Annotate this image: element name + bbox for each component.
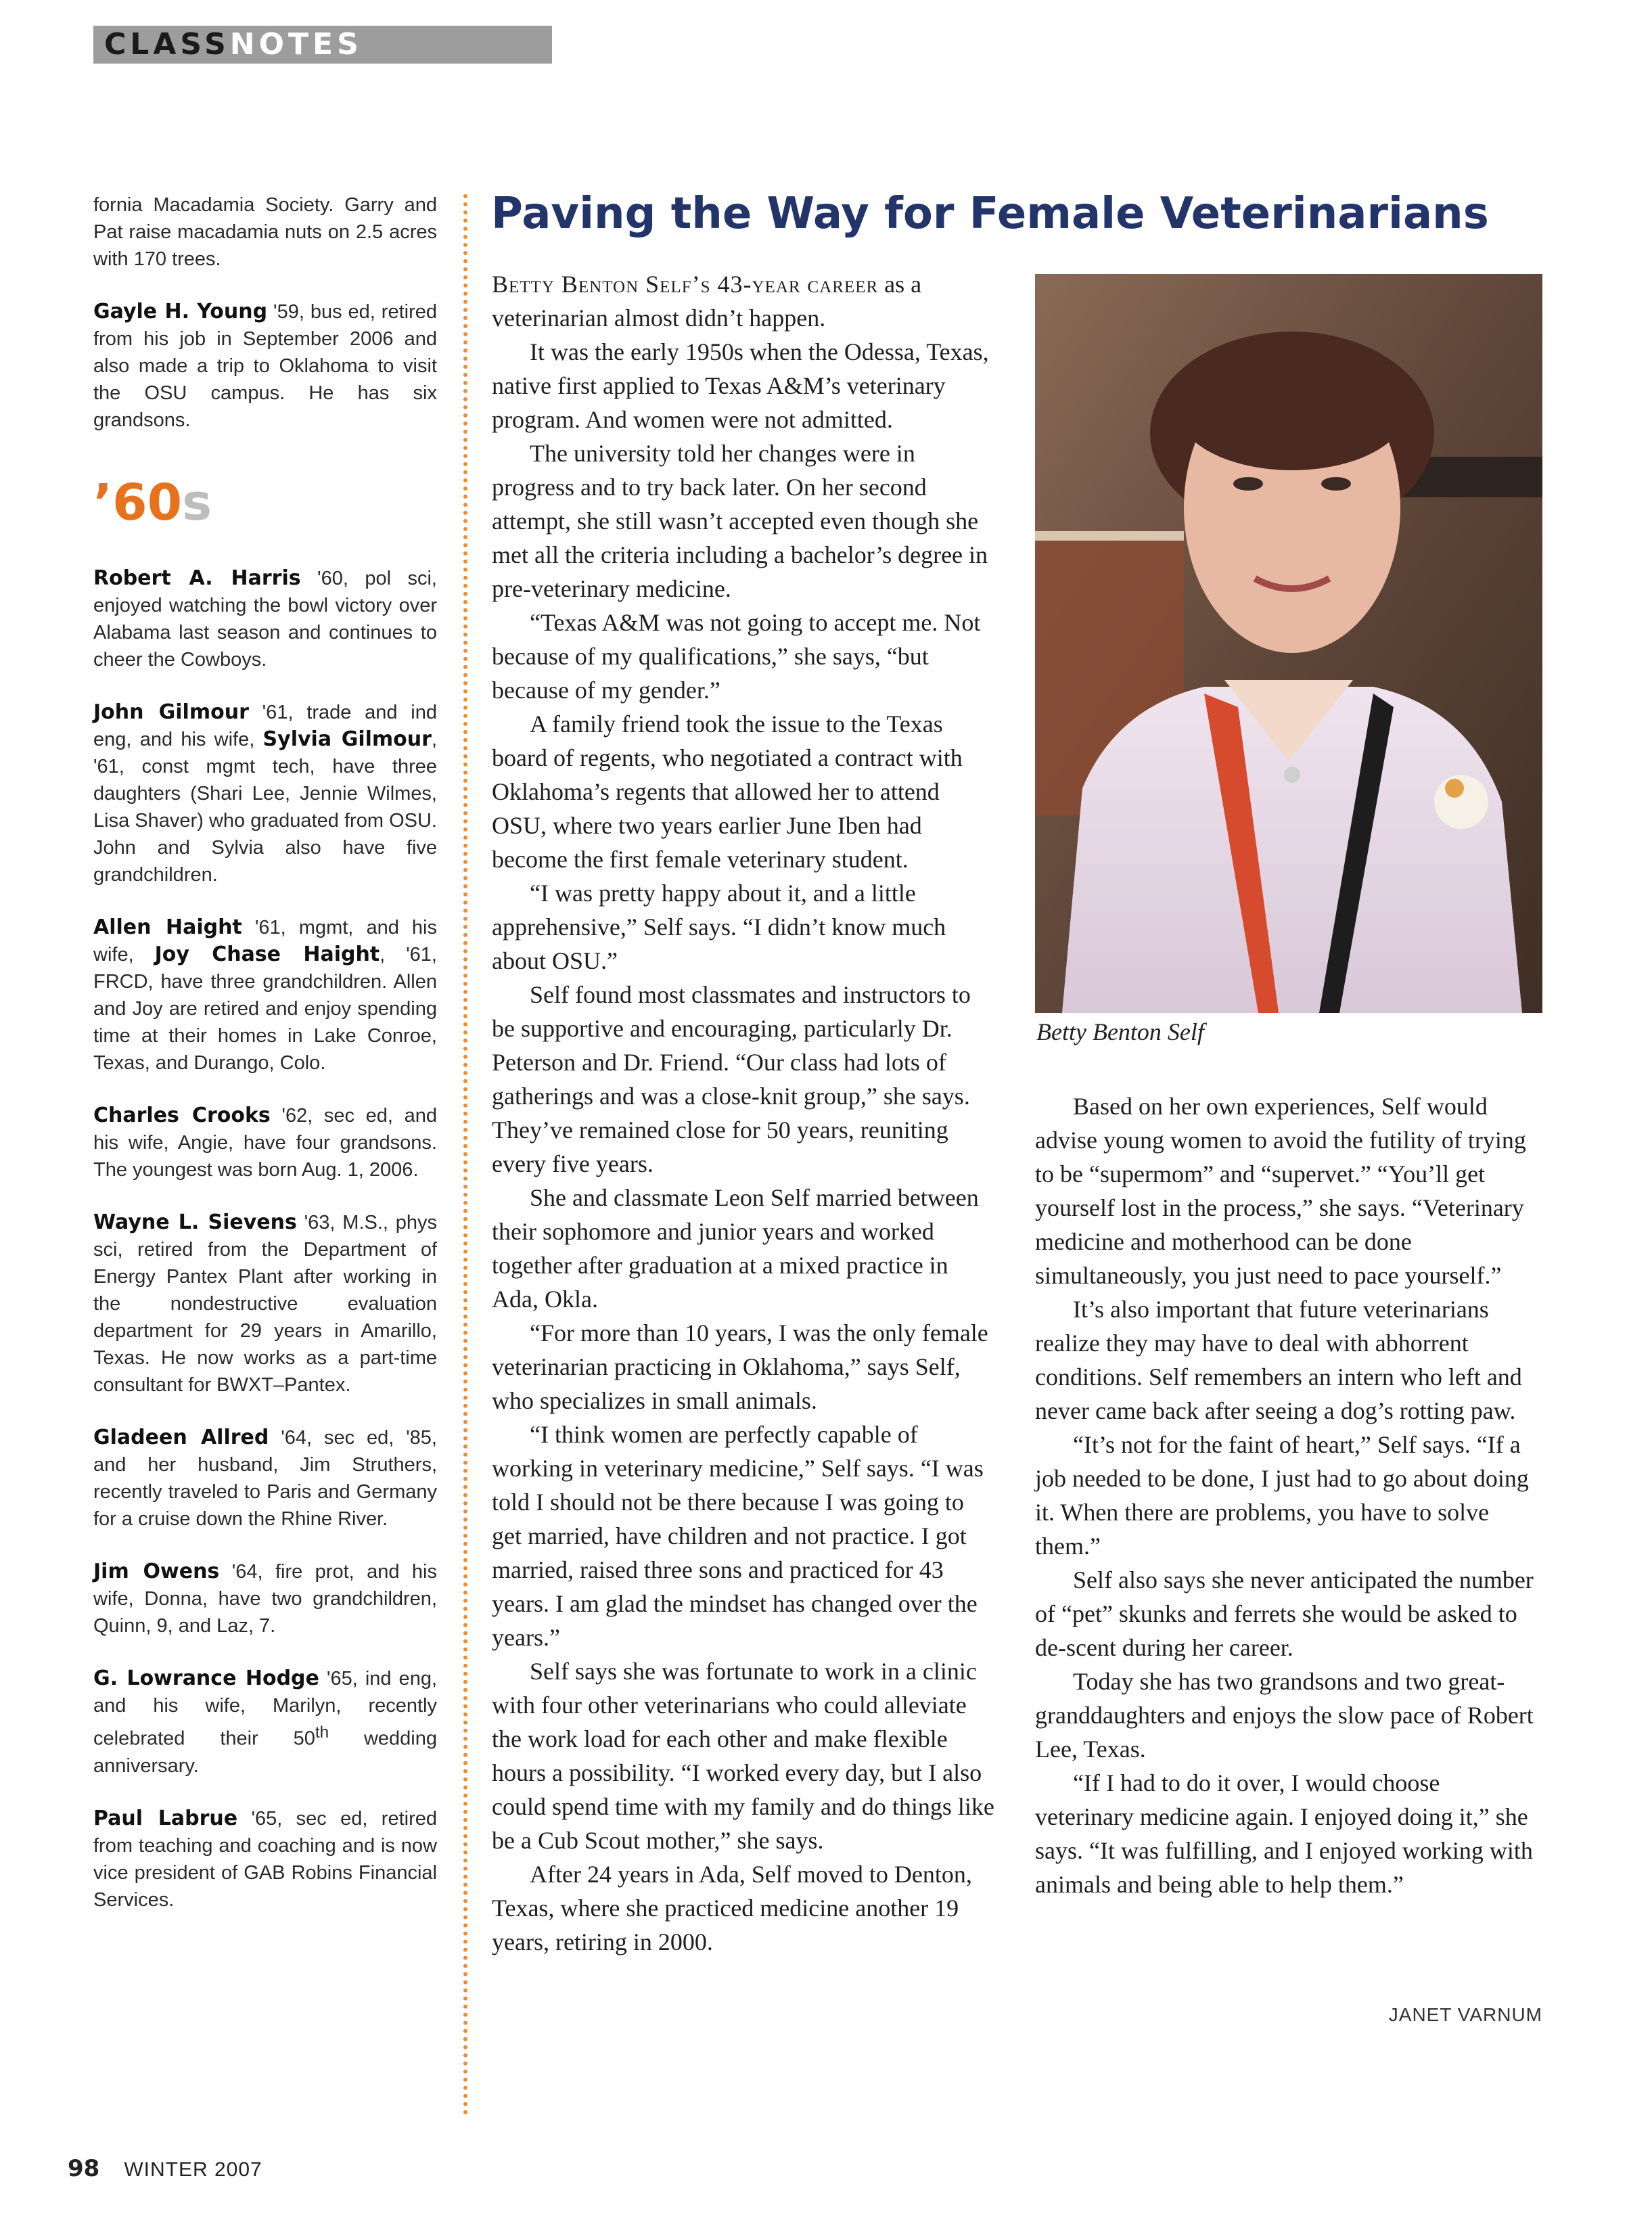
article-paragraph: It’s also important that future veterinarians realize they may have to deal with abhorrent conditions. Self remembers an intern who left and never came back after seeing a dog’s rotting paw. <box>1035 1296 1522 1424</box>
article-paragraph: After 24 years in Ada, Self moved to Denton, Texas, where she practiced medicine another 19 years, retiring in 2000. <box>492 1861 972 1955</box>
article-paragraph: “For more than 10 years, I was the only female veterinarian practicing in Oklahoma,” says Self, who specializes in small animals. <box>492 1319 988 1414</box>
article-headline: Paving the Way for Female Veterinarians <box>491 189 1489 239</box>
class-note: Gayle H. Young '59, bus ed, retired from his job in September 2006 and also made a trip to Oklahoma to visit the OSU campus. He has six grandsons. <box>93 300 437 431</box>
class-note: Charles Crooks '62, sec ed, and his wife, Angie, have four grandsons. The youngest was born Aug. 1, 2006. <box>93 1104 437 1181</box>
article-paragraph: She and classmate Leon Self married between their sophomore and junior years and worked together after graduation at a mixed practice in Ada, Okla. <box>492 1184 979 1313</box>
class-note: Robert A. Harris '60, pol sci, enjoyed watching the bowl victory over Alabama last season and continues to cheer the Cowboys. <box>93 566 437 671</box>
page-footer <box>68 2155 262 2183</box>
issue-label: WINTER 2007 <box>124 2158 262 2181</box>
article-paragraph: It was the early 1950s when the Odessa, Texas, native first applied to Texas A&M’s veterinary program. And women were not admitted. <box>492 338 989 433</box>
class-note: G. Lowrance Hodge '65, ind eng, and his wife, Marilyn, recently celebrated their 50th wedding anniversary. <box>93 1667 438 1777</box>
article-paragraph: “I think women are perfectly capable of working in veterinary medicine,” Self says. “I was told I should not be there because I was going to get married, have children and not practice. I got married, raised three sons and practiced for 43 years. I am glad the mindset has changed over the years.” <box>492 1421 984 1651</box>
class-note: Paul Labrue '65, sec ed, retired from teaching and coaching and is now vice president of GAB Robins Financial Services. <box>93 1806 437 1911</box>
article-paragraph: “If I had to do it over, I would choose veterinary medicine again. I enjoyed doing it,” she says. “It was fulfilling, and I enjoyed working with animals and being able to help them.” <box>1035 1769 1533 1898</box>
article-paragraph: Based on her own experiences, Self would advise young women to avoid the futility of trying to be “supermom” and “supervet.” “You’ll get yourself lost in the process,” she says. “Veterinary medicine and motherhood can be done simultaneously, you just need to pace yourself.” <box>1035 1093 1526 1289</box>
article-byline: JANET VARNUM <box>1388 2004 1542 2025</box>
photo-caption: Betty Benton Self <box>1036 1018 1204 1045</box>
class-note: fornia Macadamia Society. Garry and Pat raise macadamia nuts on 2.5 acres with 170 trees. <box>93 194 437 270</box>
article-paragraph: Self says she was fortunate to work in a clinic with four other veterinarians who could alleviate the work load for each other and make flexible hours a possibility. “I worked every day, but I also could spend time with my family and do things like be a Cub Scout mother,” she says. <box>492 1658 994 1854</box>
article-paragraph: Self also says she never anticipated the number of “pet” skunks and ferrets she would be asked to de-scent during her career. <box>1035 1566 1534 1661</box>
article-column-2 <box>1035 1089 1544 1901</box>
portrait-illustration <box>1035 274 1542 1013</box>
class-note: Allen Haight '61, mgmt, and his wife, Joy Chase Haight, '61, FRCD, have three grandchildren. Allen and Joy are retired and enjoy spending time at their homes in Lake Conroe, Texas, and Durango, Colo. <box>93 915 437 1074</box>
article-paragraph: “I was pretty happy about it, and a little apprehensive,” Self says. “I didn’t know much about OSU.” <box>492 880 946 974</box>
class-note: Jim Owens '64, fire prot, and his wife, Donna, have two grandchildren, Quinn, 9, and Laz, 7. <box>93 1560 437 1637</box>
article-paragraph: A family friend took the issue to the Texas board of regents, who negotiated a contract with Oklahoma’s regents that allowed her to attend OSU, where two years earlier June Iben had become the first female veterinary student. <box>492 710 963 873</box>
class-note: Gladeen Allred '64, sec ed, '85, and her husband, Jim Struthers, recently traveled to Paris and Germany for a cruise down the Rhine River. <box>93 1426 437 1530</box>
article-paragraph: “Texas A&M was not going to accept me. Not because of my qualifications,” she says, “but because of my gender.” <box>492 609 981 704</box>
article-paragraph: Self found most classmates and instructors to be supportive and encouraging, particularly Dr. Peterson and Dr. Friend. “Our class had lots of gatherings and was a close-knit group,” she says. They’ve remained close for 50 years, reuniting every five years. <box>492 981 971 1177</box>
article-paragraph: Today she has two grandsons and two great-granddaughters and enjoys the slow pace of Robert Lee, Texas. <box>1035 1668 1534 1763</box>
article-lead-paragraph: Betty Benton Self’s 43-year career as a veterinarian almost didn’t happen. <box>492 271 922 332</box>
section-banner <box>93 26 552 64</box>
article-paragraph: “It’s not for the faint of heart,” Self says. “If a job needed to be done, I just had to go about doing it. When there are problems, you have to solve them.” <box>1035 1431 1529 1560</box>
class-notes-column <box>93 191 437 1939</box>
page-number: 98 <box>68 2155 100 2182</box>
portrait-photo <box>1035 274 1542 1013</box>
class-note: Wayne L. Sievens '63, M.S., phys sci, retired from the Department of Energy Pantex Plant after working in the nondestructive evaluation department for 29 years in Amarillo, Texas. He now works as a part-time consultant for BWXT–Pantex. <box>93 1210 438 1396</box>
class-note: John Gilmour '61, trade and ind eng, and his wife, Sylvia Gilmour, '61, const mgmt tech, have three daughters (Shari Lee, Jennie Wilmes, Lisa Shaver) who graduated from OSU. John and Sylvia also have five grandchildren. <box>93 700 438 886</box>
article-column-1 <box>492 267 999 1959</box>
column-divider <box>463 194 467 2116</box>
section-title: CLASSNOTES <box>104 27 363 62</box>
article-paragraph: The university told her changes were in progress and to try back later. On her second attempt, she still wasn’t accepted even though she met all the criteria including a bachelor’s degree in pre-veterinary medicine. <box>492 440 988 602</box>
decade-heading: ’60s <box>93 474 212 532</box>
